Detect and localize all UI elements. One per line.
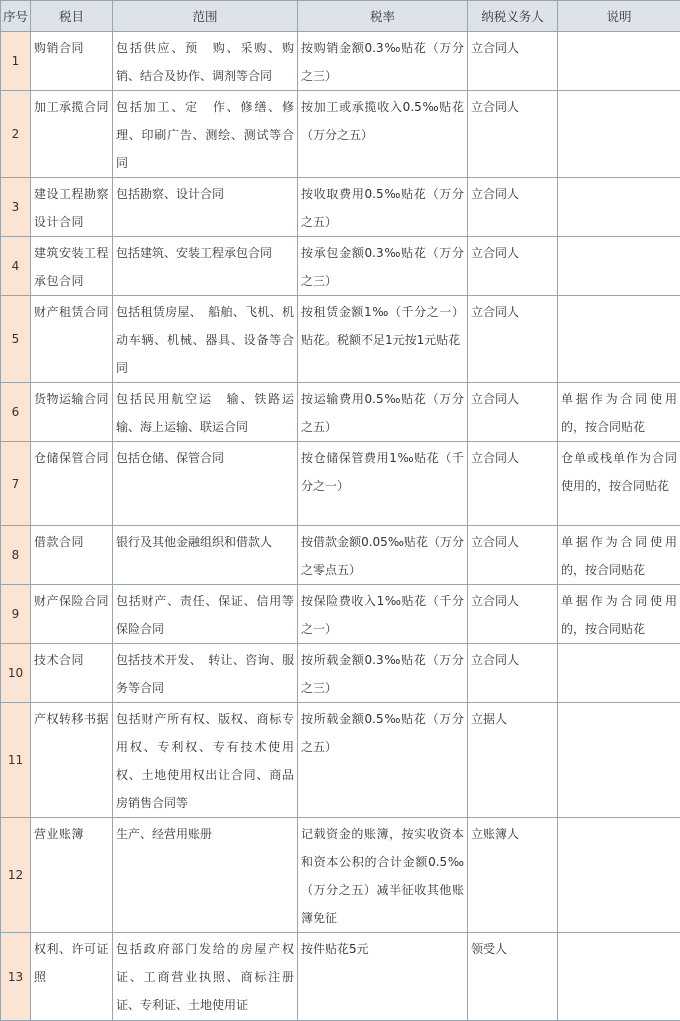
row-payer: 立合同人 — [468, 585, 558, 644]
header-payer: 纳税义务人 — [468, 1, 558, 32]
row-note — [558, 818, 680, 933]
row-rate: 按运输费用0.5‰贴花（万分之五） — [298, 383, 468, 442]
table-row — [1, 585, 680, 644]
table-row — [1, 237, 680, 296]
row-item: 财产保险合同 — [31, 585, 113, 644]
table-row — [1, 818, 680, 933]
row-note — [558, 644, 680, 703]
row-scope: 包括建筑、安装工程承包合同 — [113, 237, 298, 296]
row-rate: 按件贴花5元 — [298, 933, 468, 1021]
row-payer: 立合同人 — [468, 296, 558, 383]
row-payer: 立合同人 — [468, 383, 558, 442]
row-rate: 按保险费收入1‰贴花（千分之一） — [298, 585, 468, 644]
row-index: 13 — [1, 933, 31, 1021]
row-index: 9 — [1, 585, 31, 644]
header-row — [1, 1, 680, 32]
table-row — [1, 703, 680, 818]
row-note — [558, 237, 680, 296]
row-scope: 包括政府部门发给的房屋产权证、工商营业执照、商标注册证、专利证、土地使用证 — [113, 933, 298, 1021]
table-row — [1, 91, 680, 178]
row-rate: 按所载金额0.3‰贴花（万分之三） — [298, 644, 468, 703]
row-payer: 立合同人 — [468, 237, 558, 296]
row-item: 仓储保管合同 — [31, 442, 113, 526]
row-rate: 按承包金额0.3‰贴花（万分之三） — [298, 237, 468, 296]
row-payer: 立合同人 — [468, 644, 558, 703]
header-index: 序号 — [1, 1, 31, 32]
row-index: 8 — [1, 526, 31, 585]
row-scope: 包括仓储、保管合同 — [113, 442, 298, 526]
row-index: 12 — [1, 818, 31, 933]
table-row — [1, 296, 680, 383]
row-index: 2 — [1, 91, 31, 178]
header-rate: 税率 — [298, 1, 468, 32]
row-note — [558, 91, 680, 178]
row-rate: 按租赁金额1‰（千分之一）贴花。税额不足1元按1元贴花 — [298, 296, 468, 383]
row-note: 仓单或栈单作为合同使用的，按合同贴花 — [558, 442, 680, 526]
header-scope: 范围 — [113, 1, 298, 32]
row-index: 4 — [1, 237, 31, 296]
row-note — [558, 703, 680, 818]
row-rate: 按购销金额0.3‰贴花（万分之三） — [298, 32, 468, 91]
row-rate: 按所载金额0.5‰贴花（万分之五） — [298, 703, 468, 818]
row-payer: 立据人 — [468, 703, 558, 818]
row-scope: 包括供应、预 购、采购、购销、结合及协作、调剂等合同 — [113, 32, 298, 91]
row-item: 购销合同 — [31, 32, 113, 91]
row-item: 财产租赁合同 — [31, 296, 113, 383]
row-payer: 立合同人 — [468, 91, 558, 178]
row-index: 7 — [1, 442, 31, 526]
row-note — [558, 178, 680, 237]
row-scope: 包括财产、责任、保证、信用等保险合同 — [113, 585, 298, 644]
row-note: 单据作为合同使用的，按合同贴花 — [558, 526, 680, 585]
row-note — [558, 296, 680, 383]
row-item: 建筑安装工程承包合同 — [31, 237, 113, 296]
row-scope: 包括技术开发、 转让、咨询、服务等合同 — [113, 644, 298, 703]
row-rate: 按加工或承揽收入0.5‰贴花（万分之五） — [298, 91, 468, 178]
table-row — [1, 383, 680, 442]
row-note: 单据作为合同使用的，按合同贴花 — [558, 383, 680, 442]
row-index: 11 — [1, 703, 31, 818]
row-item: 加工承揽合同 — [31, 91, 113, 178]
row-payer: 立合同人 — [468, 526, 558, 585]
row-scope: 包括租赁房屋、 船舶、飞机、机动车辆、机械、器具、设备等合同 — [113, 296, 298, 383]
row-payer: 立合同人 — [468, 442, 558, 526]
table-row — [1, 442, 680, 526]
row-index: 6 — [1, 383, 31, 442]
row-index: 5 — [1, 296, 31, 383]
table-row — [1, 526, 680, 585]
row-payer: 立合同人 — [468, 32, 558, 91]
row-rate: 按收取费用0.5‰贴花（万分之五） — [298, 178, 468, 237]
row-rate: 按仓储保管费用1‰贴花（千分之一） — [298, 442, 468, 526]
row-index: 10 — [1, 644, 31, 703]
row-payer: 立账簿人 — [468, 818, 558, 933]
table-row — [1, 644, 680, 703]
row-item: 营业账簿 — [31, 818, 113, 933]
row-payer: 领受人 — [468, 933, 558, 1021]
row-scope: 包括财产所有权、版权、商标专用权、专利权、专有技术使用权、土地使用权出让合同、商品房销售合同等 — [113, 703, 298, 818]
row-scope: 银行及其他金融组织和借款人 — [113, 526, 298, 585]
row-scope: 包括民用航空运 输、铁路运输、海上运输、联运合同 — [113, 383, 298, 442]
row-item: 借款合同 — [31, 526, 113, 585]
row-rate: 按借款金额0.05‰贴花（万分之零点五） — [298, 526, 468, 585]
header-note: 说明 — [558, 1, 680, 32]
table-row — [1, 32, 680, 91]
row-payer: 立合同人 — [468, 178, 558, 237]
row-item: 技术合同 — [31, 644, 113, 703]
header-item: 税目 — [31, 1, 113, 32]
row-item: 货物运输合同 — [31, 383, 113, 442]
row-item: 权利、许可证照 — [31, 933, 113, 1021]
table-row — [1, 933, 680, 1021]
row-item: 建设工程勘察设计合同 — [31, 178, 113, 237]
row-scope: 生产、经营用账册 — [113, 818, 298, 933]
table-row — [1, 178, 680, 237]
row-note — [558, 933, 680, 1021]
row-item: 产权转移书据 — [31, 703, 113, 818]
row-index: 3 — [1, 178, 31, 237]
row-note — [558, 32, 680, 91]
row-rate: 记载资金的账簿，按实收资本和资本公积的合计金额0.5‰（万分之五）减半征收其他账簿免征 — [298, 818, 468, 933]
row-note: 单据作为合同使用的，按合同贴花 — [558, 585, 680, 644]
row-scope: 包括加工、定 作、修缮、修理、印刷广告、测绘、测试等合同 — [113, 91, 298, 178]
row-scope: 包括勘察、设计合同 — [113, 178, 298, 237]
row-index: 1 — [1, 32, 31, 91]
